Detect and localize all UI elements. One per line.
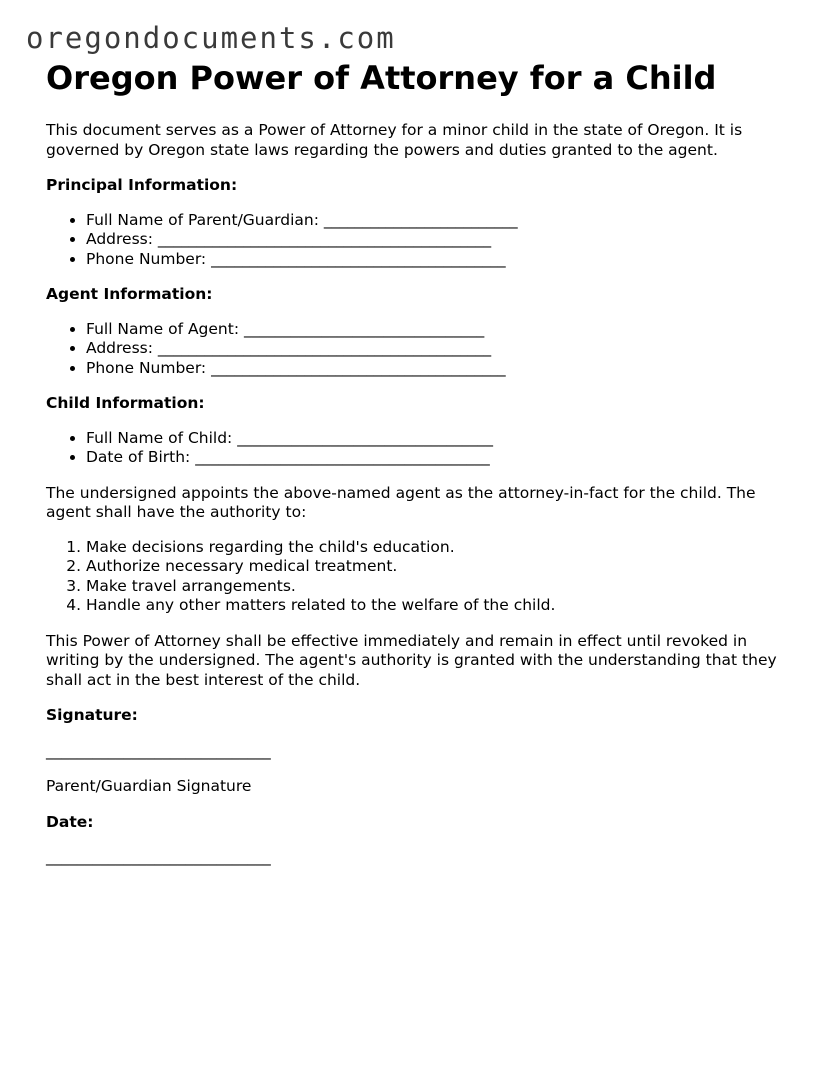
date-line: _____________________________ — [46, 848, 271, 866]
power-item-welfare: 4. Handle any other matters related to the welfare of the child. — [86, 596, 786, 616]
child-dob-field: • Date of Birth: ______________________________________ — [86, 448, 786, 468]
power-item-travel: 3. Make travel arrangements. — [86, 577, 786, 597]
principal-list — [46, 211, 786, 270]
agent-list — [46, 320, 786, 379]
site-watermark: oregondocuments.com — [26, 21, 396, 55]
signature-label: Parent/Guardian Signature — [46, 777, 252, 795]
date-heading: Date: — [46, 812, 94, 831]
signature-heading: Signature: — [46, 706, 138, 724]
intro-paragraph: This document serves as a Power of Attorney for a minor child in the state of Oregon. It is governed by Oregon state laws regarding the powers and duties granted to the agent. — [46, 121, 743, 159]
signature-line: _____________________________ — [46, 741, 271, 760]
power-item-education: 1. Make decisions regarding the child's education. — [86, 538, 786, 558]
effective-paragraph: This Power of Attorney shall be effective immediately and remain in effect until revoked in writing by the undersigned. The agent's authority is granted with the understanding that they shall act in the best interest of the child. — [46, 631, 777, 689]
child-list — [46, 429, 786, 468]
child-name-field: • Full Name of Child: _________________________________ — [86, 429, 786, 449]
agent-address-field: • Address: ___________________________________________ — [86, 339, 786, 359]
child-heading: Child Information: — [46, 394, 205, 412]
principal-heading: Principal Information: — [46, 176, 238, 194]
powers-list — [46, 538, 786, 616]
document-title: Oregon Power of Attorney for a Child — [46, 59, 717, 97]
document-body — [46, 58, 786, 868]
agent-phone-field: • Phone Number: ______________________________________ — [86, 359, 786, 379]
agent-heading: Agent Information: — [46, 285, 213, 303]
agent-name-field: • Full Name of Agent: _______________________________ — [86, 320, 786, 340]
principal-phone-field: • Phone Number: ______________________________________ — [86, 250, 786, 270]
principal-name-field: • Full Name of Parent/Guardian: _________________________ — [86, 211, 786, 231]
appointment-paragraph: The undersigned appoints the above-named agent as the attorney-in-fact for the child. The agent shall have the authority to: — [46, 483, 756, 521]
principal-address-field: • Address: ___________________________________________ — [86, 230, 786, 250]
power-item-medical: 2. Authorize necessary medical treatment. — [86, 557, 786, 577]
